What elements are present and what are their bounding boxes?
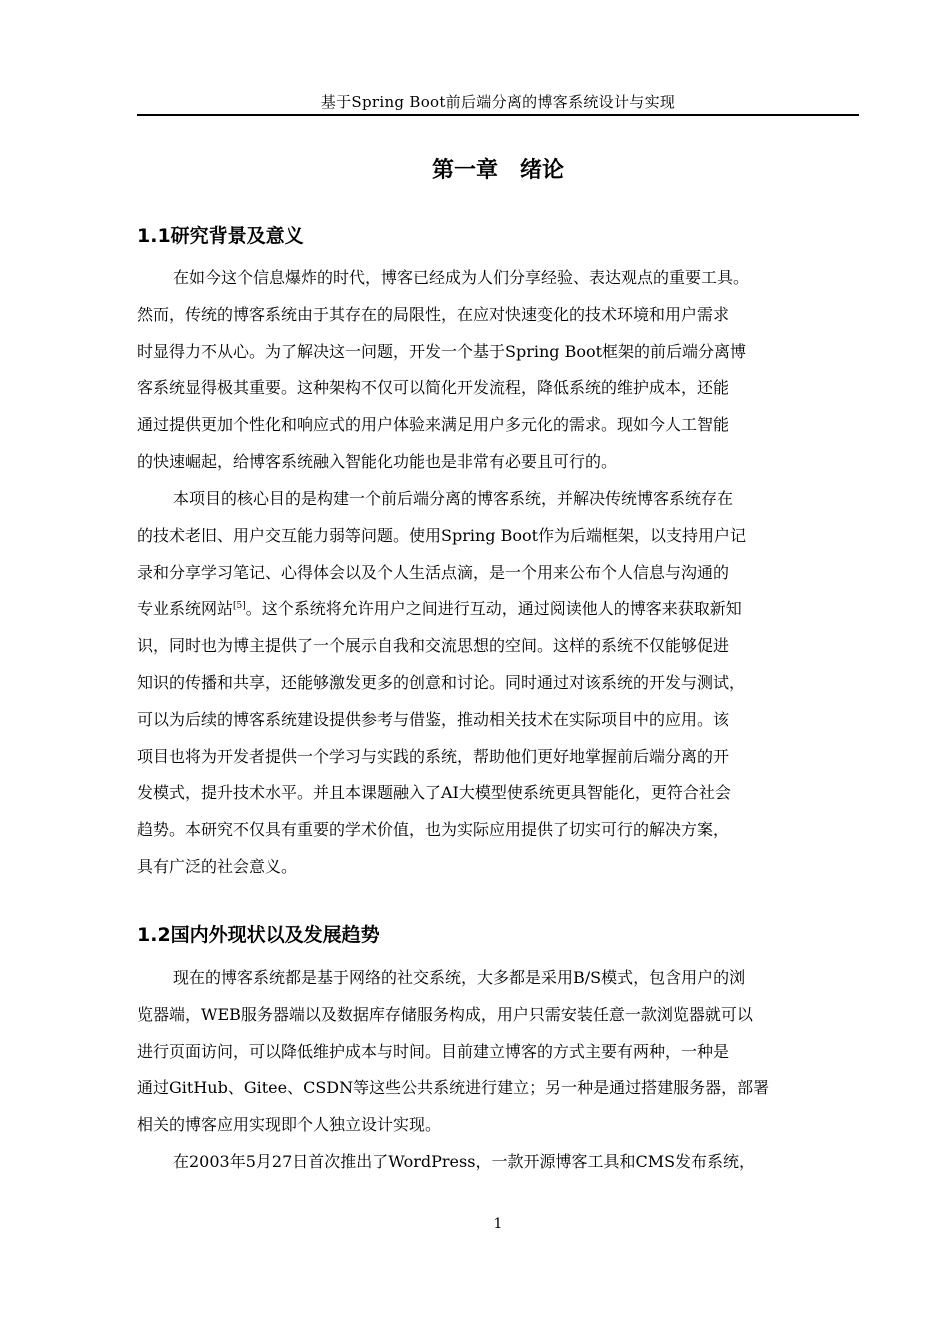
text-line: 发模式，提升技术水平。并且本课题融入了AI大模型使系统更具智能化，更符合社会 [137, 783, 731, 803]
text-line: 客系统显得极其重要。这种架构不仅可以简化开发流程，降低系统的维护成本，还能 [137, 378, 730, 398]
text-line: 具有广泛的社会意义。 [137, 856, 298, 876]
paragraph [137, 481, 859, 886]
chapter-title: 第一章 绪论 [431, 158, 564, 183]
header-rule [137, 114, 859, 116]
text-line [137, 591, 859, 628]
section-heading-1-2: 1.2国内外现状以及发展趋势 [137, 924, 380, 946]
paragraph [137, 960, 859, 1144]
text-line: 可以为后续的博客系统建设提供参考与借鉴，推动相关技术在实际项目中的应用。该 [137, 709, 730, 729]
running-header: 基于Spring Boot前后端分离的博客系统设计与实现 [320, 93, 676, 111]
text-line: 通过提供更加个性化和响应式的用户体验来满足用户多元化的需求。现如今人工智能 [137, 415, 730, 435]
text-line: 进行页面访问，可以降低维护成本与时间。目前建立博客的方式主要有两种，一种是 [137, 1041, 730, 1061]
text-line: 在2003年5月27日首次推出了WordPress，一款开源博客工具和CMS发布系统， [173, 1152, 756, 1171]
text-line: 识，同时也为博主提供了一个展示自我和交流思想的空间。这样的系统不仅能够促进 [137, 636, 730, 656]
text-line: 知识的传播和共享，还能够激发更多的创意和讨论。同时通过对该系统的开发与测试， [137, 672, 746, 692]
page-number: 1 [493, 1216, 503, 1232]
section-heading-1-1: 1.1研究背景及意义 [137, 225, 304, 247]
text-line: 现在的博客系统都是基于网络的社交系统，大多都是采用B/S模式，包含用户的浏 [173, 968, 746, 987]
text-line: 本项目的核心目的是构建一个前后端分离的博客系统，并解决传统博客系统存在 [173, 489, 734, 508]
text-line: 录和分享学习笔记、心得体会以及个人生活点滴，是一个用来公布个人信息与沟通的 [137, 562, 730, 582]
text-segment: 。这个系统将允许用户之间进行互动，通过阅读他人的博客来获取新知 [245, 599, 742, 619]
text-line: 通过GitHub、Gitee、CSDN等这些公共系统进行建立；另一种是通过搭建服务器，部署 [137, 1078, 770, 1098]
text-line: 趋势。本研究不仅具有重要的学术价值，也为实际应用提供了切实可行的解决方案， [137, 820, 730, 840]
text-line: 然而，传统的博客系统由于其存在的局限性，在应对快速变化的技术环境和用户需求 [137, 304, 730, 324]
text-line: 览器端，WEB服务器端以及数据库存储服务构成，用户只需安装任意一款浏览器就可以 [137, 1004, 753, 1024]
paragraph [137, 260, 859, 481]
text-line: 项目也将为开发者提供一个学习与实践的系统，帮助他们更好地掌握前后端分离的开 [137, 746, 730, 766]
text-segment: 专业系统网站 [137, 599, 234, 619]
text-line: 相关的博客应用实现即个人独立设计实现。 [137, 1115, 442, 1135]
text-line: 时显得力不从心。为了解决这一问题，开发一个基于Spring Boot框架的前后端分离博 [137, 341, 747, 361]
citation-reference: [5] [233, 601, 246, 612]
text-line: 的快速崛起，给博客系统融入智能化功能也是非常有必要且可行的。 [137, 451, 618, 471]
text-line: 的技术老旧、用户交互能力弱等问题。使用Spring Boot作为后端框架，以支持用户记 [137, 525, 747, 545]
paragraph [137, 1144, 859, 1181]
text-line: 在如今这个信息爆炸的时代，博客已经成为人们分享经验、表达观点的重要工具。 [173, 268, 750, 287]
